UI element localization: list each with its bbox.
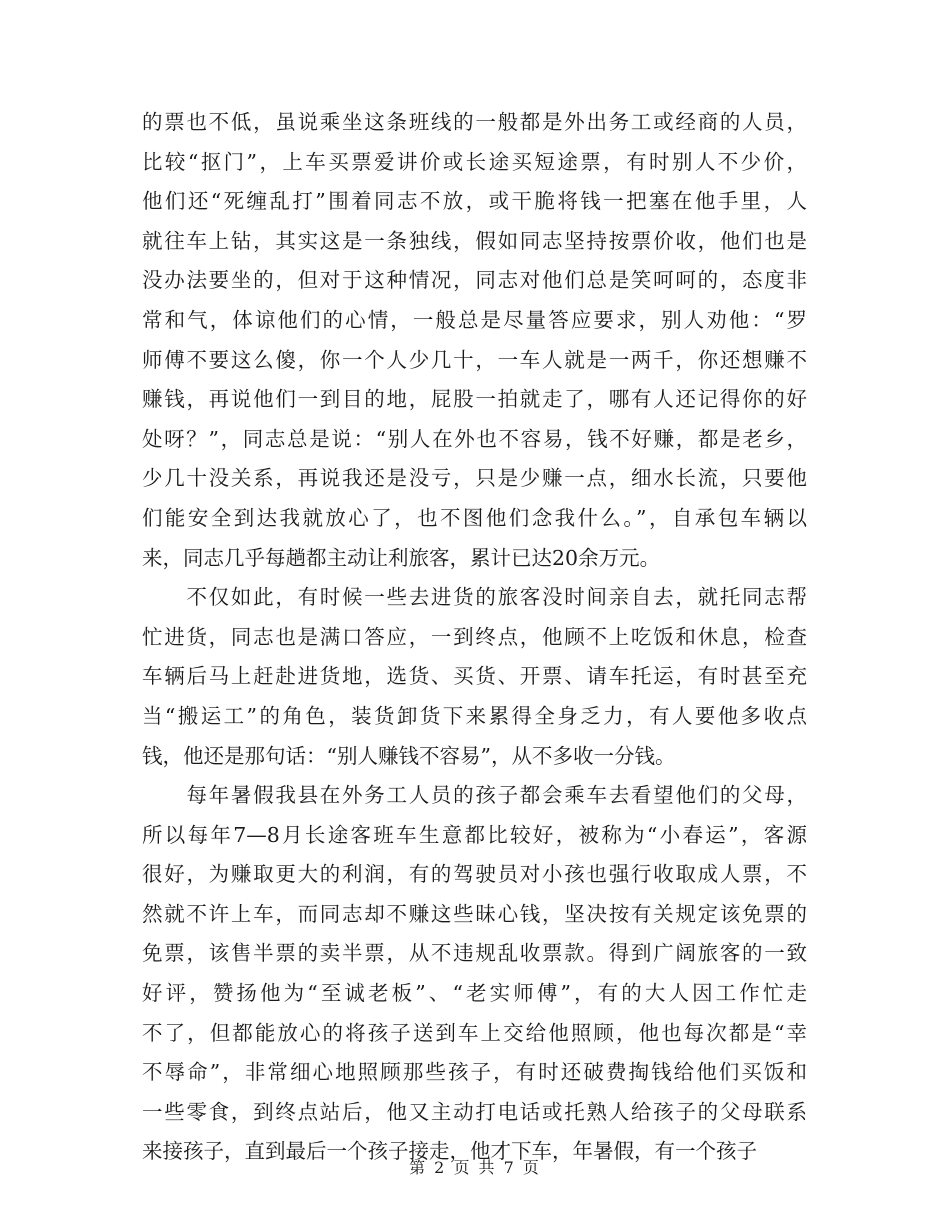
text-line: 常和气，体谅他们的心情，一般总是尽量答应要求，别人劝他：“罗 [142,307,807,332]
text-line: 忙进货，同志也是满口答应，一到终点，他顾不上吃饭和休息，检查 [142,624,807,649]
text-line: 的票也不低，虽说乘坐这条班线的一般都是外出务工或经商的人员， [142,110,807,134]
text-line: 不辱命”，非常细心地照顾那些孩子，有时还破费掏钱给他们买饭和 [142,1060,807,1085]
text-line: 不了，但都能放心的将孩子送到车上交给他照顾，他也每次都是“幸 [142,1020,807,1045]
text-line: 好评，赞扬他为“至诚老板”、“老实师傅”，有的大人因工作忙走 [142,981,807,1006]
text-line: 师傅不要这么傻，你一个人少几十，一车人就是一两千，你还想赚不 [142,347,807,372]
page-footer: 第 2 页 共 7 页 [409,1158,541,1177]
text-line: 来，同志几乎每趟都主动让利旅客，累计已达20余万元。 [142,545,661,570]
text-line: 们能安全到达我就放心了，也不图他们念我什么。”，自承包车辆以 [142,505,807,530]
paragraph [142,776,807,1172]
text-line: 他们还“死缠乱打”围着同志不放，或干脆将钱一把塞在他手里，人 [142,189,807,214]
text-line: 不仅如此，有时候一些去进货的旅客没时间亲自去，就托同志帮 [142,585,807,610]
text-line: 当“搬运工”的角色，装货卸货下来累得全身乏力，有人要他多收点 [142,703,807,728]
text-line: 一些零食，到终点站后，他又主动打电话或托熟人给孩子的父母联系 [142,1099,807,1124]
text-line: 赚钱，再说他们一到目的地，屁股一拍就走了，哪有人还记得你的好 [142,387,807,412]
paragraph [142,578,807,776]
text-line: 处呀？”，同志总是说：“别人在外也不容易，钱不好赚，都是老乡， [142,426,807,451]
text-line: 来接孩子，直到最后一个孩子接走，他才下车，年暑假，有一个孩子 [142,1139,757,1164]
body-text [142,103,807,1172]
text-line: 免票，该售半票的卖半票，从不违规乱收票款。得到广阔旅客的一致 [142,941,807,966]
text-line: 然就不许上车，而同志却不赚这些昧心钱，坚决按有关规定该免票的 [142,901,807,926]
text-line: 每年暑假我县在外务工人员的孩子都会乘车去看望他们的父母， [142,783,807,808]
text-line: 钱，他还是那句话：“别人赚钱不容易”，从不多收一分钱。 [142,743,676,768]
text-line: 就往车上钻，其实这是一条独线，假如同志坚持按票价收，他们也是 [142,228,807,253]
text-line: 很好，为赚取更大的利润，有的驾驶员对小孩也强行收取成人票，不 [142,862,807,887]
text-line: 没办法要坐的，但对于这种情况，同志对他们总是笑呵呵的，态度非 [142,268,807,293]
text-line: 车辆后马上赶赴进货地，选货、买货、开票、请车托运，有时甚至充 [142,664,807,689]
paragraph [142,103,807,578]
text-line: 少几十没关系，再说我还是没亏，只是少赚一点，细水长流，只要他 [142,466,807,491]
text-line: 比较“抠门”，上车买票爱讲价或长途买短途票，有时别人不少价， [142,149,807,174]
text-line: 所以每年7—8月长途客班车生意都比较好，被称为“小春运”，客源 [142,822,807,847]
